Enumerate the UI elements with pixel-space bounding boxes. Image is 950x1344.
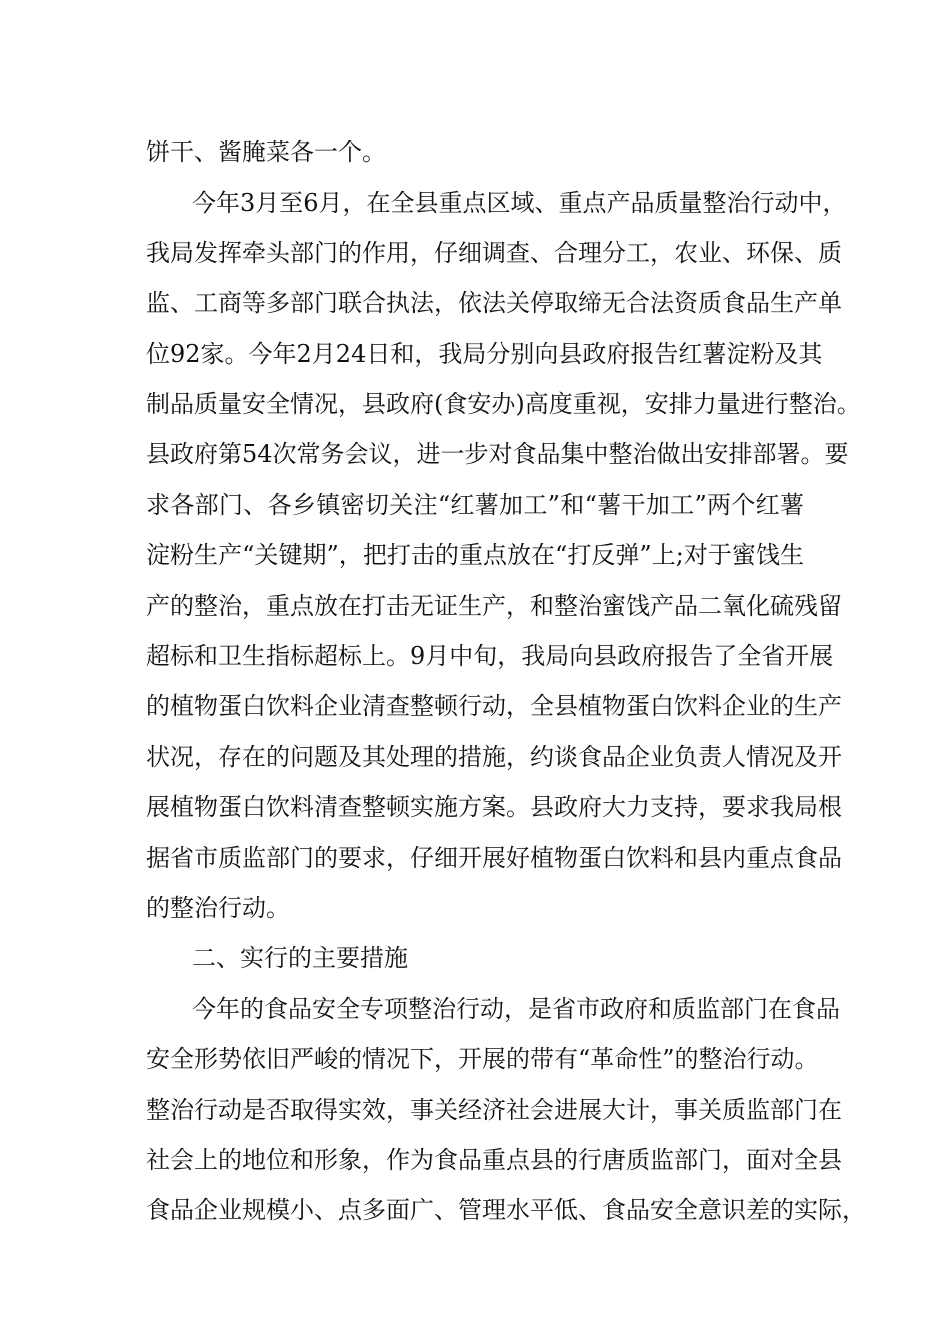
text-line: 位92家。今年2月24日和，我局分别向县政府报告红薯淀粉及其: [146, 340, 823, 368]
text-line: 今年3月至6月，在全县重点区域、重点产品质量整治行动中，: [192, 189, 847, 217]
text-line: 状况，存在的问题及其处理的措施，约谈食品企业负责人情况及开: [146, 743, 842, 771]
text-line: 整治行动是否取得实效，事关经济社会进展大计，事关质监部门在: [146, 1096, 842, 1124]
text-line: 的植物蛋白饮料企业清查整顿行动，全县植物蛋白饮料企业的生产: [146, 692, 842, 720]
text-line: 展植物蛋白饮料清查整顿实施方案。县政府大力支持，要求我局根: [146, 793, 842, 821]
text-line: 监、工商等多部门联合执法，依法关停取缔无合法资质食品生产单: [146, 289, 842, 317]
section-heading: 二、实行的主要措施: [192, 944, 408, 972]
text-line: 安全形势依旧严峻的情况下，开展的带有“革命性”的整治行动。: [146, 1045, 819, 1073]
text-line: 超标和卫生指标超标上。9月中旬，我局向县政府报告了全省开展: [146, 642, 834, 670]
text-line: 据省市质监部门的要求，仔细开展好植物蛋白饮料和县内重点食品: [146, 844, 842, 872]
text-line: 制品质量安全情况，县政府(食安办)高度重视，安排力量进行整治。: [146, 390, 861, 418]
text-line: 求各部门、各乡镇密切关注“红薯加工”和“薯干加工”两个红薯: [146, 491, 804, 519]
text-line: 今年的食品安全专项整治行动，是省市政府和质监部门在食品: [192, 995, 840, 1023]
text-line: 食品企业规模小、点多面广、管理水平低、食品安全意识差的实际，: [146, 1196, 866, 1224]
text-line: 淀粉生产“关键期”，把打击的重点放在“打反弹”上;对于蜜饯生: [146, 541, 804, 569]
text-line: 社会上的地位和形象，作为食品重点县的行唐质监部门，面对全县: [146, 1146, 842, 1174]
text-line: 县政府第54次常务会议，进一步对食品集中整治做出安排部署。要: [146, 440, 849, 468]
text-line: 我局发挥牵头部门的作用，仔细调查、合理分工，农业、环保、质: [146, 239, 842, 267]
text-line: 的整治行动。: [146, 894, 290, 922]
text-line: 饼干、酱腌菜各一个。: [146, 138, 386, 166]
text-line: 产的整治，重点放在打击无证生产，和整治蜜饯产品二氧化硫残留: [146, 592, 842, 620]
